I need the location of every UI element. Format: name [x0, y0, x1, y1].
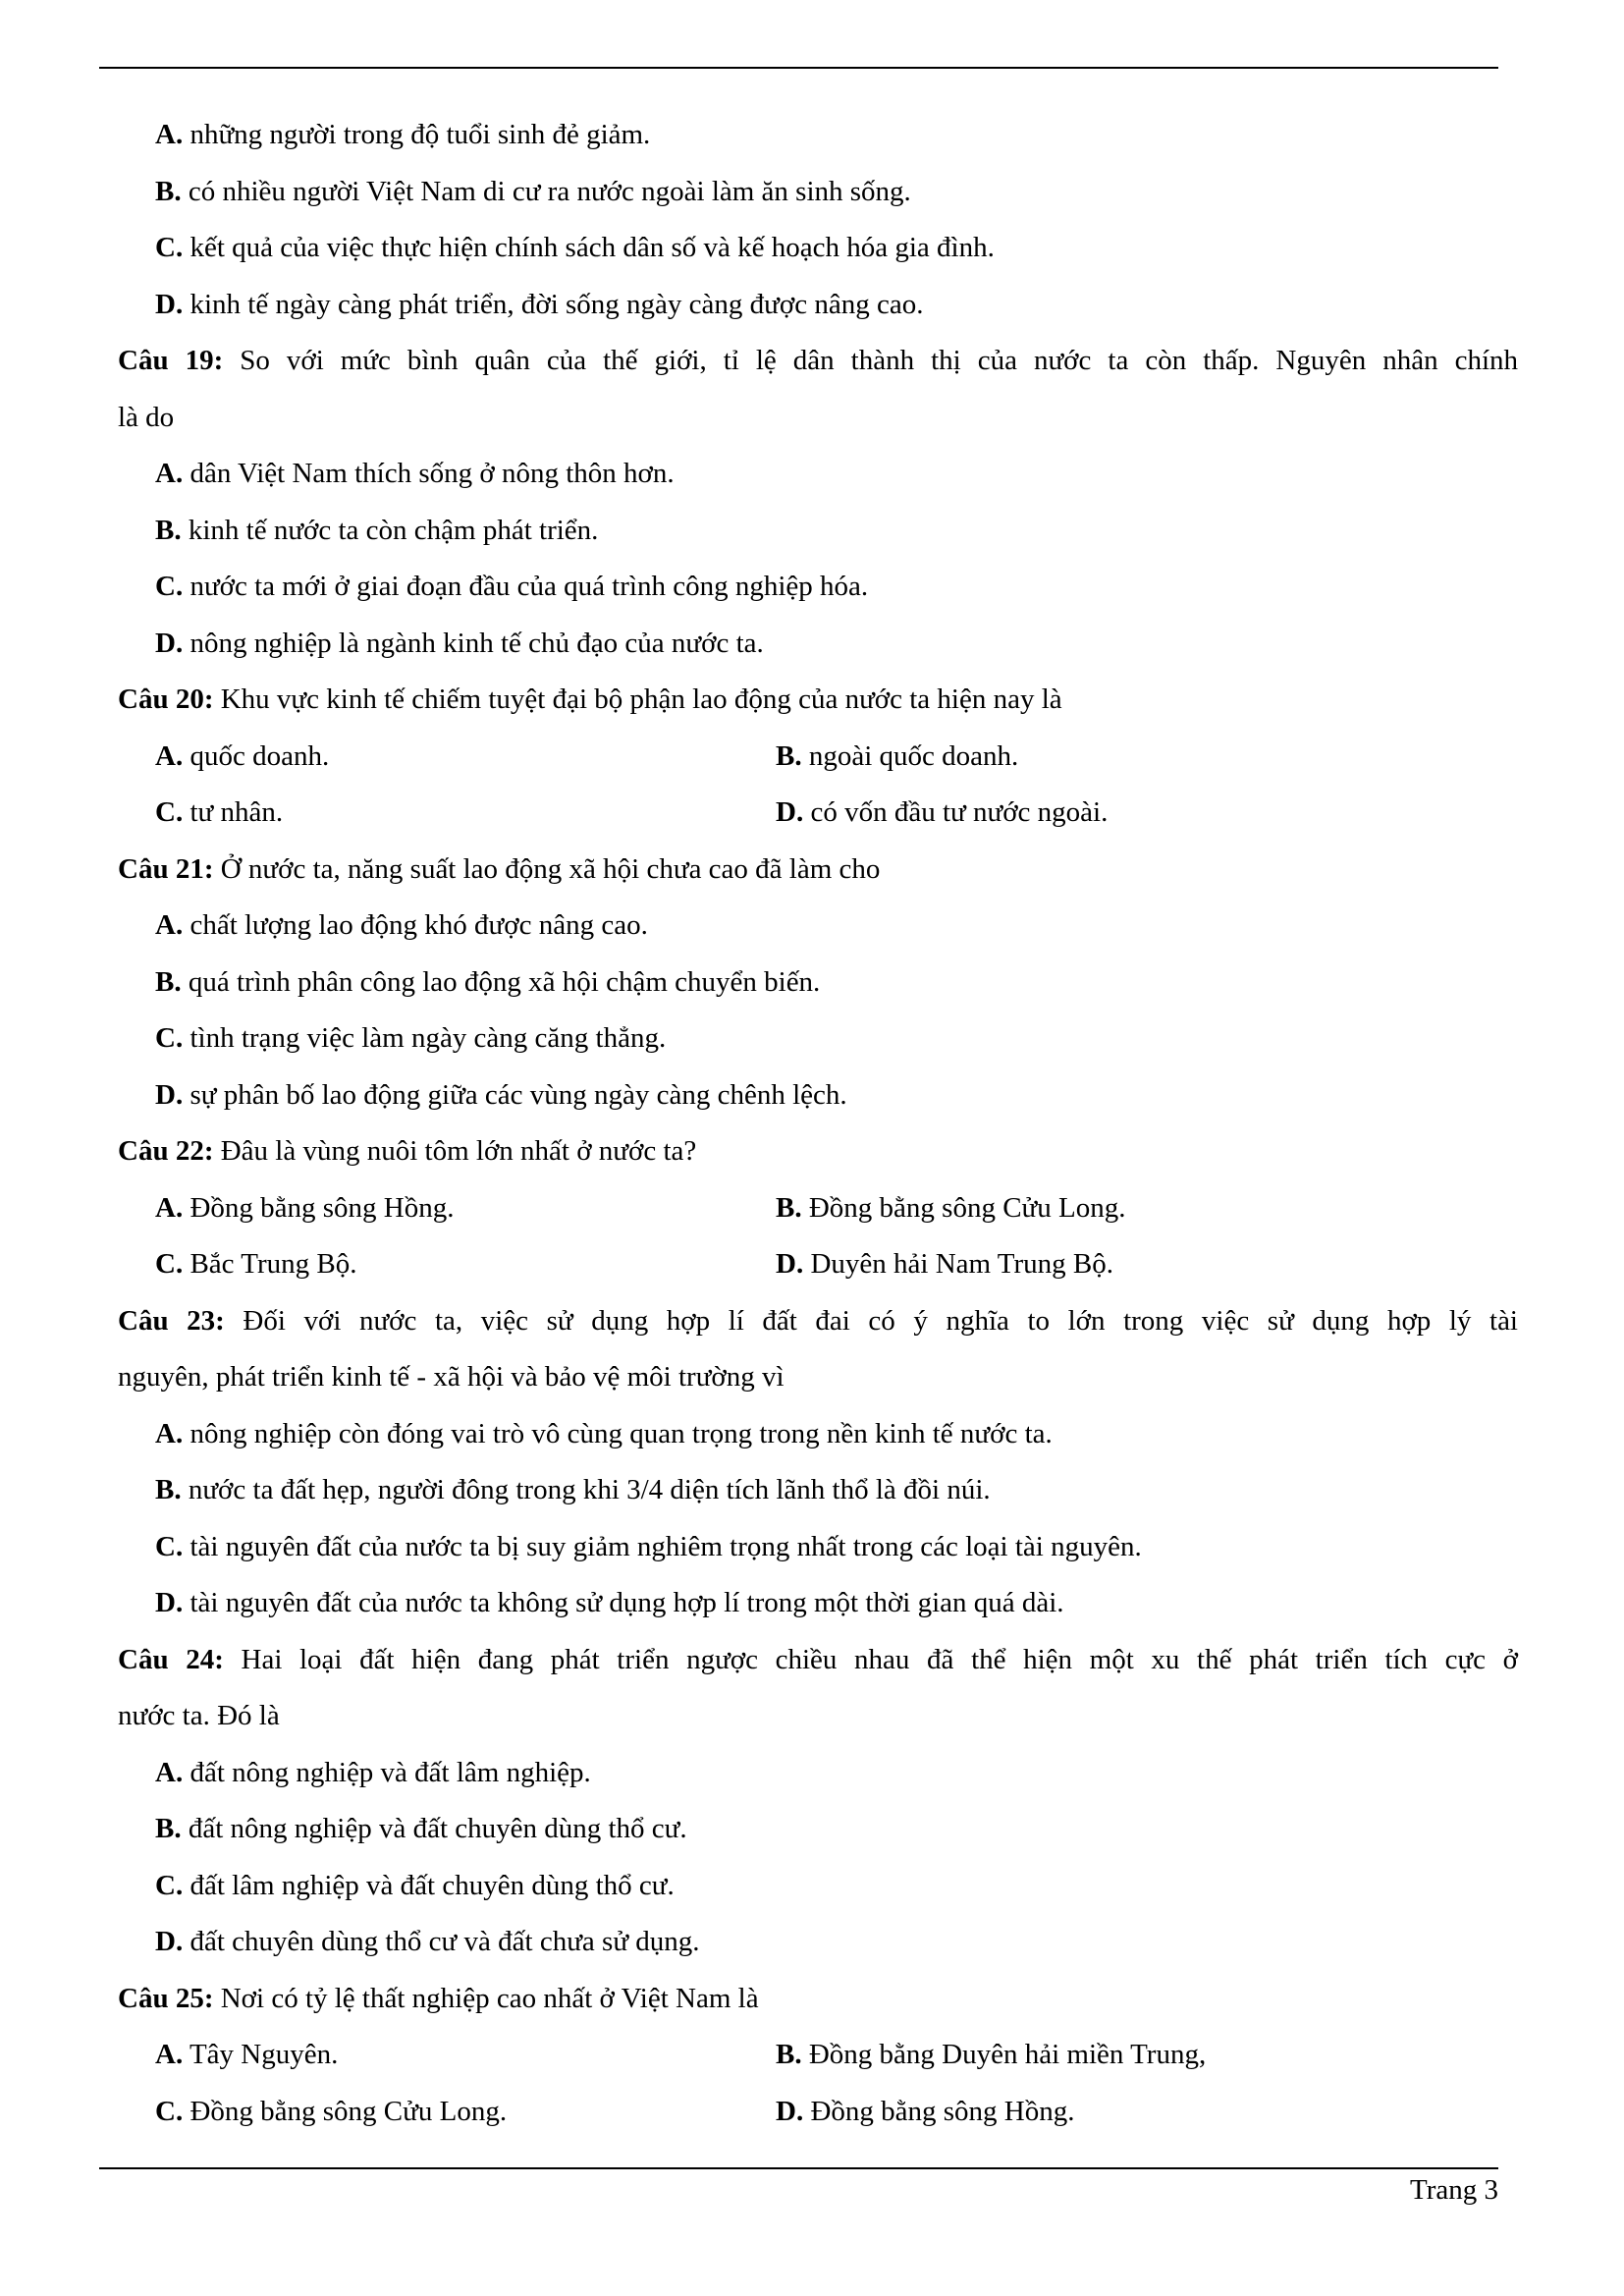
question-22 [118, 1123, 1518, 1180]
question-text: nước ta. Đó là [118, 1700, 280, 1731]
option-text: đất lâm nghiệp và đất chuyên dùng thổ cư. [189, 1869, 675, 1901]
option-b [118, 503, 1518, 560]
option-text: ngoài quốc doanh. [808, 739, 1019, 772]
option-a [118, 1180, 776, 1237]
option-b [776, 1180, 1396, 1237]
options-row [118, 2084, 1518, 2141]
question-text: So với mức bình quân của thế giới, tỉ lệ dân thành thị của nước ta còn thấp. Nguyên nhân chính [240, 345, 1519, 376]
option-letter: C. [155, 1869, 184, 1901]
option-letter: D. [155, 1587, 184, 1618]
option-a [118, 107, 1518, 164]
option-text: tư nhân. [189, 796, 284, 828]
option-text: đất nông nghiệp và đất lâm nghiệp. [189, 1756, 591, 1788]
option-b [118, 1462, 1518, 1519]
question-text: Đâu là vùng nuôi tôm lớn nhất ở nước ta? [220, 1135, 697, 1167]
option-d [118, 277, 1518, 334]
option-a [118, 1745, 1518, 1802]
option-letter: D. [155, 288, 184, 320]
option-text: nước ta mới ở giai đoạn đầu của quá trình công nghiệp hóa. [189, 571, 869, 602]
option-text: nông nghiệp là ngành kinh tế chủ đạo của nước ta. [189, 627, 764, 659]
question-label: Câu 22: [118, 1135, 214, 1167]
option-text: Đồng bằng sông Cửu Long. [189, 2095, 508, 2127]
option-letter: C. [155, 1022, 184, 1054]
option-text: chất lượng lao động khó được nâng cao. [189, 909, 648, 941]
option-text: tài nguyên đất của nước ta không sử dụng hợp lí trong một thời gian quá dài. [189, 1587, 1064, 1618]
question-text: Khu vực kinh tế chiếm tuyệt đại bộ phận lao động của nước ta hiện nay là [220, 683, 1062, 715]
question-24 [118, 1632, 1518, 1689]
option-a [118, 729, 776, 786]
option-text: có nhiều người Việt Nam di cư ra nước ngoài làm ăn sinh sống. [188, 175, 911, 207]
page-content [118, 107, 1518, 2140]
question-text: Hai loại đất hiện đang phát triển ngược chiều nhau đã thể hiện một xu thế phát triển tích cực ở [241, 1643, 1518, 1675]
option-text: có vốn đầu tư nước ngoài. [810, 796, 1109, 828]
option-letter: B. [155, 514, 182, 546]
option-letter: D. [155, 627, 184, 659]
question-text: là do [118, 401, 175, 433]
option-c [118, 785, 776, 842]
question-text: nguyên, phát triển kinh tế - xã hội và bảo vệ môi trường vì [118, 1361, 785, 1393]
option-b [118, 955, 1518, 1011]
option-d [776, 2084, 1396, 2141]
option-letter: B. [155, 965, 182, 998]
option-letter: C. [155, 1530, 184, 1562]
option-text: kinh tế ngày càng phát triển, đời sống ngày càng được nâng cao. [189, 288, 924, 320]
options-row [118, 729, 1518, 786]
option-letter: B. [776, 1191, 802, 1224]
option-letter: C. [155, 571, 184, 602]
option-letter: A. [155, 1417, 184, 1449]
option-b [776, 729, 1396, 786]
question-label: Câu 19: [118, 345, 224, 376]
option-letter: C. [155, 2095, 184, 2127]
option-text: nông nghiệp còn đóng vai trò vô cùng quan trọng trong nền kinh tế nước ta. [189, 1417, 1053, 1449]
question-21 [118, 842, 1518, 899]
option-letter: D. [155, 1078, 184, 1111]
header-rule [99, 67, 1498, 69]
option-d [118, 1914, 1518, 1971]
option-b [118, 164, 1518, 221]
options-row [118, 2027, 1518, 2084]
question-label: Câu 21: [118, 852, 214, 885]
option-text: Đồng bằng sông Cửu Long. [808, 1191, 1126, 1224]
option-text: Tây Nguyên. [189, 2039, 339, 2070]
option-text: dân Việt Nam thích sống ở nông thôn hơn. [189, 458, 675, 489]
question-text: Đối với nước ta, việc sử dụng hợp lí đất đai có ý nghĩa to lớn trong việc sử dụng hợp lý tài [243, 1304, 1518, 1337]
option-text: quốc doanh. [189, 739, 330, 772]
option-letter: A. [155, 119, 184, 150]
option-letter: D. [776, 1248, 804, 1280]
option-c [118, 1236, 776, 1293]
option-letter: B. [776, 739, 802, 772]
option-d [118, 616, 1518, 673]
option-letter: A. [155, 1756, 184, 1788]
option-letter: D. [776, 2095, 804, 2127]
question-label: Câu 24: [118, 1643, 224, 1675]
option-letter: B. [776, 2039, 802, 2070]
option-text: những người trong độ tuổi sinh đẻ giảm. [189, 119, 651, 150]
option-text: Đồng bằng sông Hồng. [810, 2095, 1075, 2127]
question-23 [118, 1293, 1518, 1350]
option-c [118, 2084, 776, 2141]
question-24-cont [118, 1688, 1518, 1745]
option-text: kinh tế nước ta còn chậm phát triển. [188, 514, 599, 546]
option-b [776, 2027, 1396, 2084]
question-text: Ở nước ta, năng suất lao động xã hội chưa cao đã làm cho [220, 852, 881, 885]
option-a [118, 1406, 1518, 1463]
option-text: kết quả của việc thực hiện chính sách dân số và kế hoạch hóa gia đình. [189, 232, 995, 263]
option-text: nước ta đất hẹp, người đông trong khi 3/4 diện tích lãnh thổ là đồi núi. [188, 1474, 991, 1505]
option-d [776, 785, 1396, 842]
option-letter: A. [155, 739, 184, 772]
option-c [118, 220, 1518, 277]
option-letter: A. [155, 458, 184, 489]
option-a [118, 446, 1518, 503]
option-text: quá trình phân công lao động xã hội chậm chuyển biến. [188, 965, 821, 998]
option-c [118, 1011, 1518, 1067]
question-20 [118, 672, 1518, 729]
option-text: đất nông nghiệp và đất chuyên dùng thổ cư. [188, 1813, 687, 1844]
option-letter: A. [155, 1191, 184, 1224]
option-letter: A. [155, 2039, 184, 2070]
option-letter: D. [155, 1926, 184, 1957]
option-letter: A. [155, 909, 184, 941]
option-c [118, 1519, 1518, 1576]
option-b [118, 1801, 1518, 1858]
option-letter: C. [155, 1248, 184, 1280]
option-text: Đồng bằng Duyên hải miền Trung, [808, 2039, 1207, 2070]
options-row [118, 785, 1518, 842]
option-letter: C. [155, 232, 184, 263]
option-text: tài nguyên đất của nước ta bị suy giảm nghiêm trọng nhất trong các loại tài nguyên. [189, 1530, 1142, 1562]
page-number: Trang 3 [1410, 2174, 1498, 2206]
option-letter: B. [155, 1474, 182, 1505]
question-label: Câu 25: [118, 1982, 214, 2014]
option-text: sự phân bố lao động giữa các vùng ngày càng chênh lệch. [189, 1078, 847, 1111]
option-c [118, 559, 1518, 616]
question-text: Nơi có tỷ lệ thất nghiệp cao nhất ở Việt Nam là [220, 1982, 759, 2014]
footer-rule [99, 2167, 1498, 2169]
option-text: tình trạng việc làm ngày càng căng thẳng. [189, 1022, 667, 1054]
question-19 [118, 333, 1518, 390]
option-d [118, 1575, 1518, 1632]
question-19-cont [118, 390, 1518, 447]
option-a [118, 898, 1518, 955]
question-label: Câu 20: [118, 683, 214, 715]
option-letter: B. [155, 175, 182, 207]
option-letter: B. [155, 1813, 182, 1844]
options-row [118, 1180, 1518, 1237]
option-c [118, 1858, 1518, 1915]
option-d [776, 1236, 1396, 1293]
option-a [118, 2027, 776, 2084]
option-text: đất chuyên dùng thổ cư và đất chưa sử dụng. [189, 1926, 700, 1957]
options-row [118, 1236, 1518, 1293]
option-text: Duyên hải Nam Trung Bộ. [810, 1248, 1113, 1280]
option-letter: C. [155, 796, 184, 828]
question-23-cont [118, 1349, 1518, 1406]
option-letter: D. [776, 796, 804, 828]
option-text: Đồng bằng sông Hồng. [189, 1191, 455, 1224]
option-d [118, 1067, 1518, 1124]
question-label: Câu 23: [118, 1304, 225, 1337]
option-text: Bắc Trung Bộ. [189, 1248, 357, 1280]
question-25 [118, 1971, 1518, 2028]
